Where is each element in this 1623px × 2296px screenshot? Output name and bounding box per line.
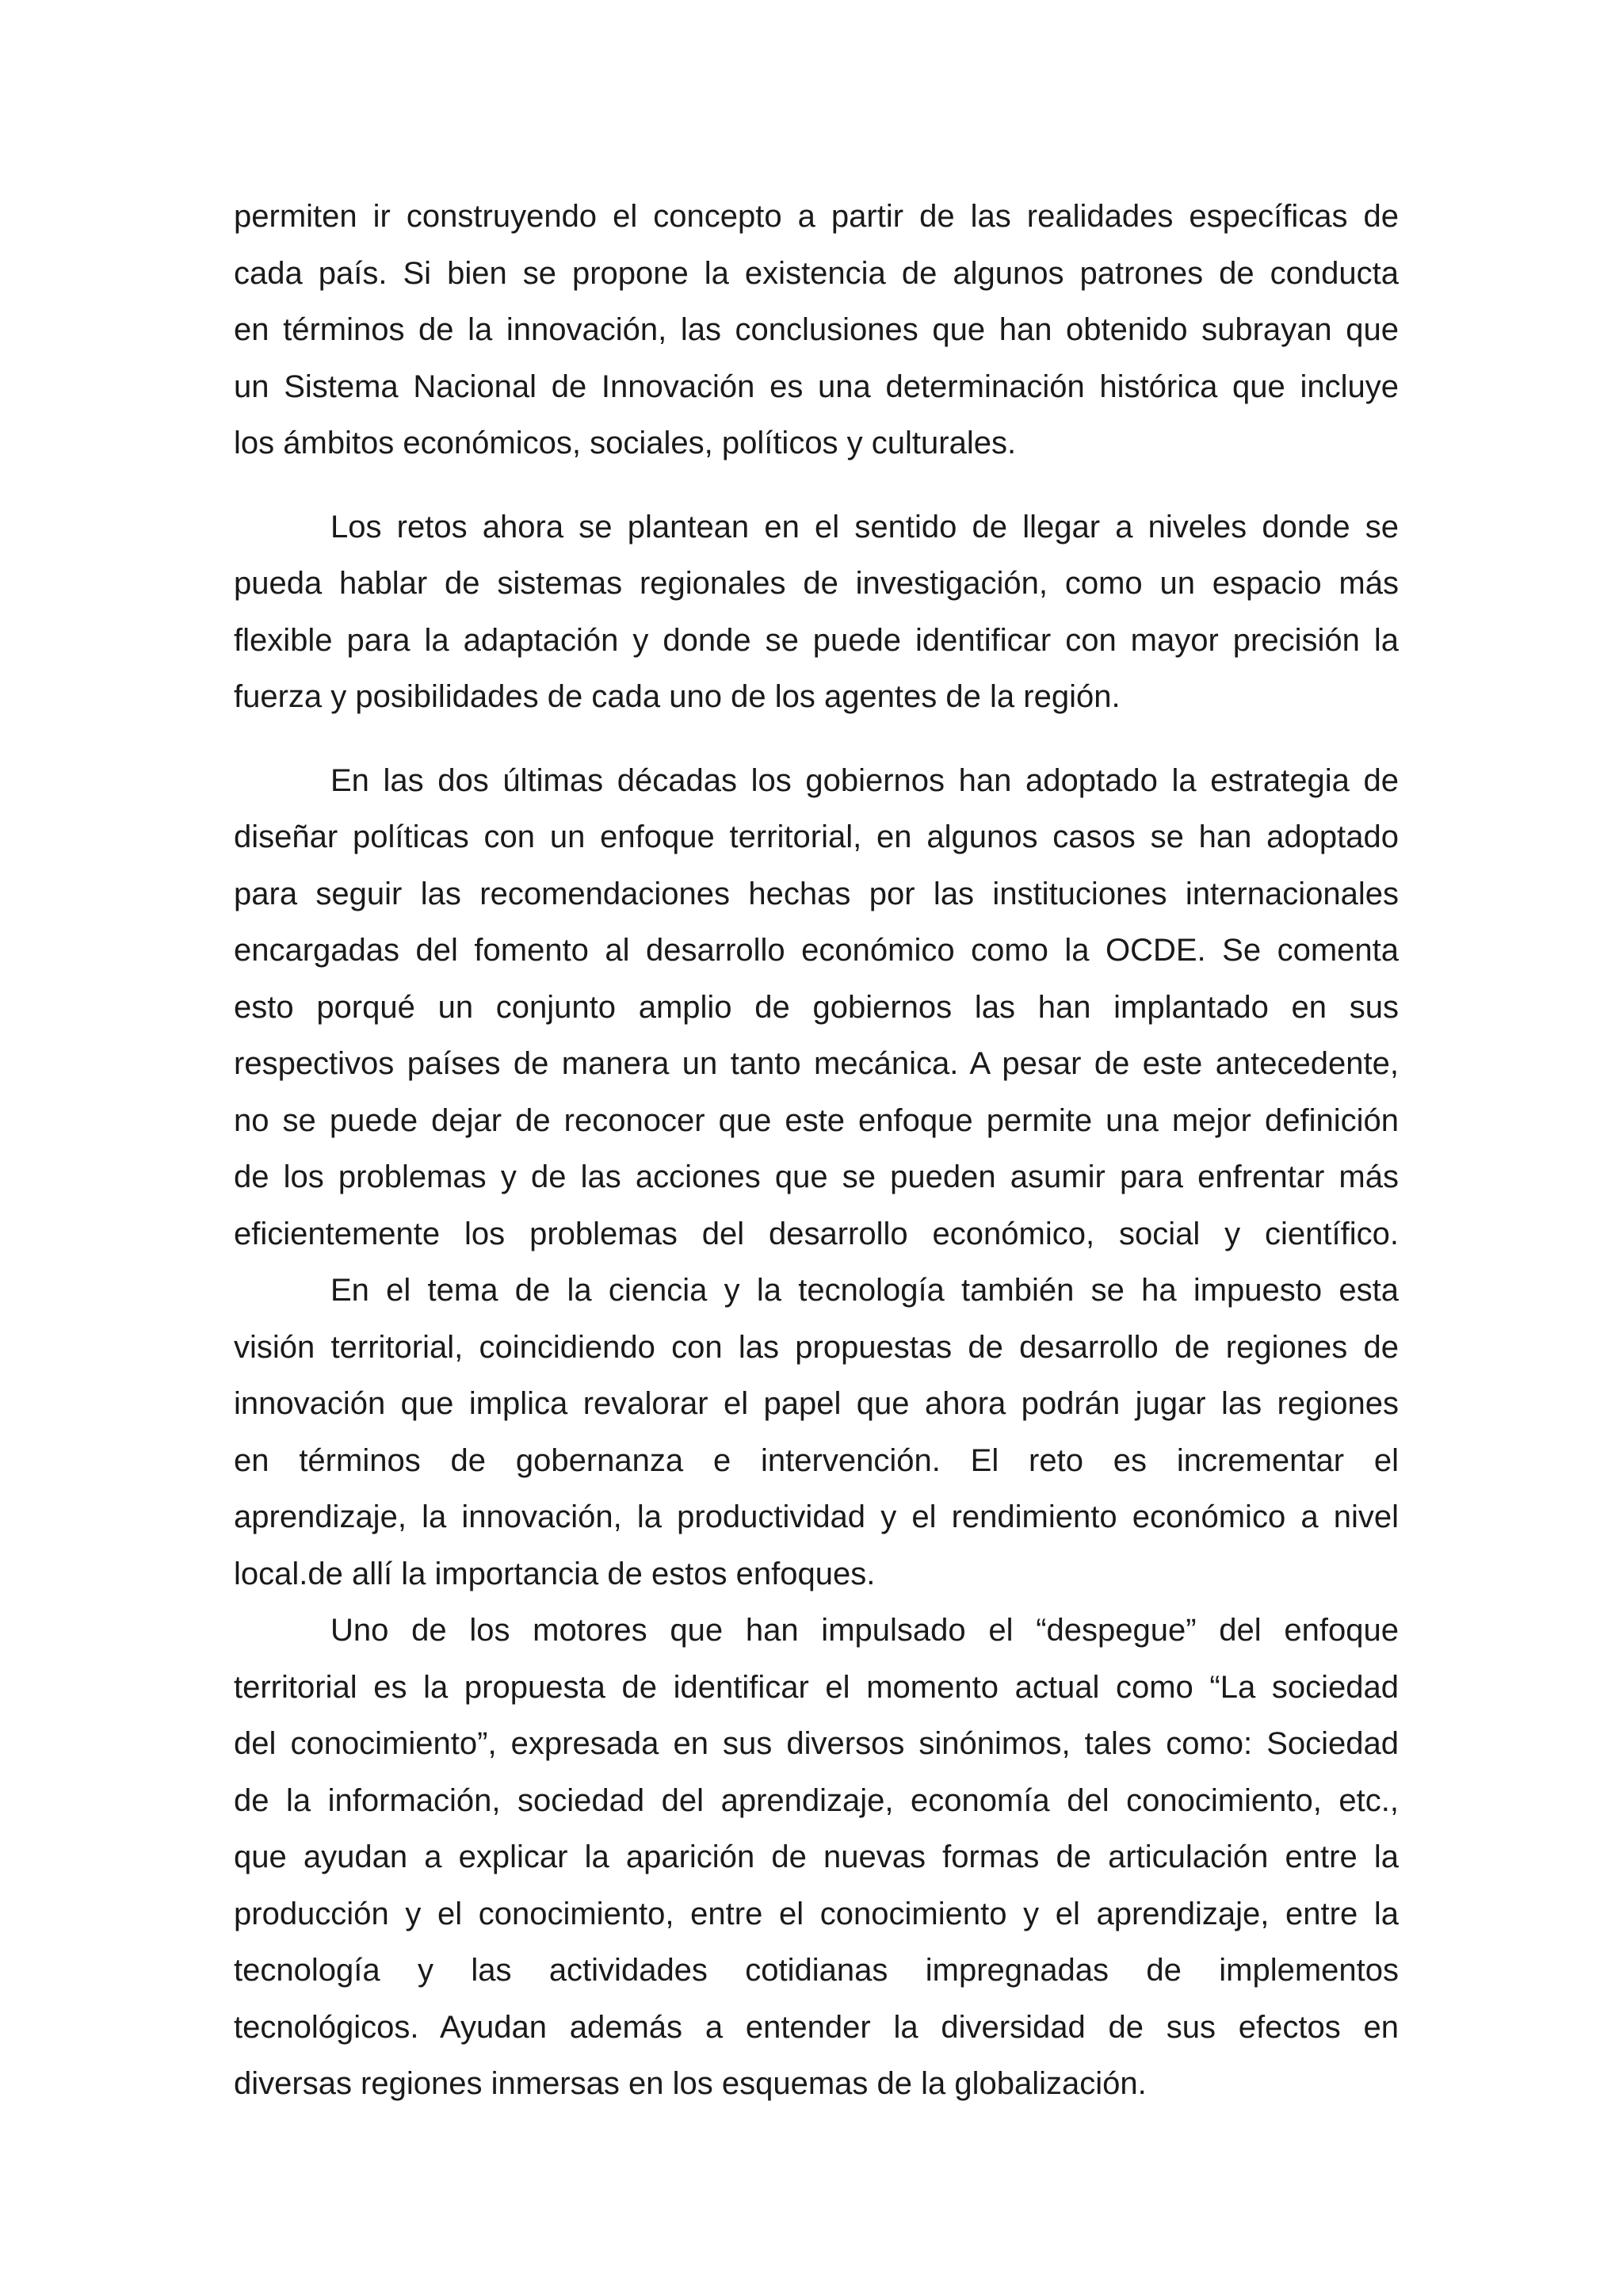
text-line: pueda hablar de sistemas regionales de investigación, como un espacio más xyxy=(234,566,1399,601)
text-line: Los retos ahora se plantean en el sentido de llegar a niveles donde se xyxy=(330,509,1399,544)
text-line: aprendizaje, la innovación, la productividad y el rendimiento económico a nivel xyxy=(234,1499,1399,1534)
text-line: territorial es la propuesta de identificar el momento actual como “La sociedad xyxy=(234,1669,1399,1705)
text-line: flexible para la adaptación y donde se puede identificar con mayor precisión la xyxy=(234,622,1399,658)
paragraph xyxy=(234,1263,1399,1603)
body-text xyxy=(234,189,1399,2113)
text-line: respectivos países de manera un tanto mecánica. A pesar de este antecedente, xyxy=(234,1046,1399,1081)
text-line: tecnología y las actividades cotidianas impregnadas de implementos xyxy=(234,1953,1399,1988)
paragraph xyxy=(234,1603,1399,2113)
text-line: de los problemas y de las acciones que se pueden asumir para enfrentar más xyxy=(234,1159,1399,1194)
text-line: en términos de gobernanza e intervención. El reto es incrementar el xyxy=(234,1442,1399,1478)
paragraph xyxy=(234,499,1399,726)
text-line: fuerza y posibilidades de cada uno de los agentes de la región. xyxy=(234,679,1121,714)
text-line: para seguir las recomendaciones hechas por las instituciones internacionales xyxy=(234,876,1399,911)
text-line: innovación que implica revalorar el papel que ahora podrán jugar las regiones xyxy=(234,1386,1399,1421)
text-line: de la información, sociedad del aprendizaje, economía del conocimiento, etc., xyxy=(234,1782,1399,1818)
text-line: visión territorial, coincidiendo con las propuestas de desarrollo de regiones de xyxy=(234,1329,1399,1365)
text-line: esto porqué un conjunto amplio de gobiernos las han implantado en sus xyxy=(234,989,1399,1025)
text-line: no se puede dejar de reconocer que este enfoque permite una mejor definición xyxy=(234,1102,1399,1138)
text-line: encargadas del fomento al desarrollo económico como la OCDE. Se comenta xyxy=(234,933,1399,968)
text-line: del conocimiento”, expresada en sus diversos sinónimos, tales como: Sociedad xyxy=(234,1726,1399,1761)
text-line: tecnológicos. Ayudan además a entender la diversidad de sus efectos en xyxy=(234,2009,1399,2045)
text-line: un Sistema Nacional de Innovación es una determinación histórica que incluye xyxy=(234,369,1399,404)
text-line: En el tema de la ciencia y la tecnología también se ha impuesto esta xyxy=(330,1273,1399,1308)
text-line: producción y el conocimiento, entre el conocimiento y el aprendizaje, entre la xyxy=(234,1896,1399,1931)
text-line: diseñar políticas con un enfoque territorial, en algunos casos se han adoptado xyxy=(234,819,1399,854)
text-line: eficientemente los problemas del desarrollo económico, social y científico. xyxy=(234,1216,1399,1251)
text-line: que ayudan a explicar la aparición de nuevas formas de articulación entre la xyxy=(234,1839,1399,1874)
text-line: los ámbitos económicos, sociales, políticos y culturales. xyxy=(234,426,1017,460)
text-line: Uno de los motores que han impulsado el “despegue” del enfoque xyxy=(330,1613,1399,1648)
paragraph xyxy=(234,753,1399,1263)
text-line: En las dos últimas décadas los gobiernos han adoptado la estrategia de xyxy=(330,762,1399,798)
text-line: permiten ir construyendo el concepto a partir de las realidades específicas de xyxy=(234,199,1399,234)
paragraph xyxy=(234,189,1399,472)
text-line: en términos de la innovación, las conclusiones que han obtenido subrayan que xyxy=(234,312,1399,347)
text-line: diversas regiones inmersas en los esquemas de la globalización. xyxy=(234,2066,1147,2101)
text-line: cada país. Si bien se propone la existencia de algunos patrones de conducta xyxy=(234,255,1399,291)
text-line: local.de allí la importancia de estos enfoques. xyxy=(234,1556,876,1591)
